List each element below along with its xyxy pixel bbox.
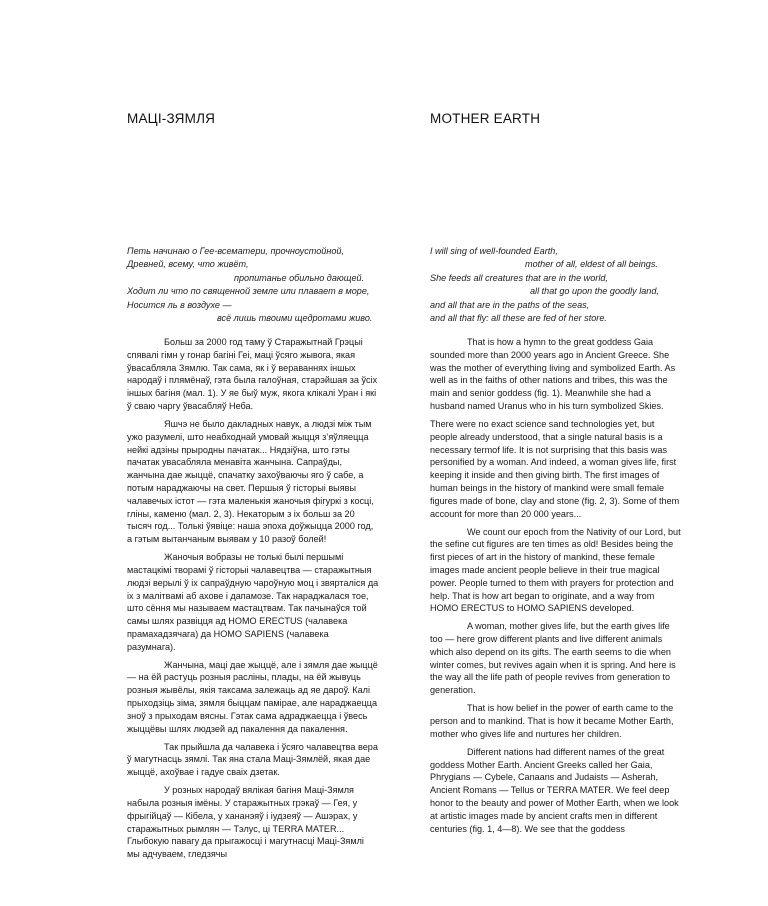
belarusian-body (127, 336, 379, 866)
poem-line: She feeds all creatures that are in the world, (430, 272, 608, 283)
paragraph: Больш за 2000 год таму ў Старажытнай Грэцыі спявалі гімн у гонар багіні Геі, маці ўсяго жывога, якая ўвасабляла Зямлю. Так сама, як і ў вераваннях іншых народаў і плямёнаў, гэта была галоўная, старэйшая за ўсіх іншых багіня (мал. 1). У яе быў муж, якога клікалі Уран і які ў сваю чаргу ўвасабляў Неба. (127, 337, 378, 411)
paragraph: We count our epoch from the Nativity of our Lord, but the sefine cut figures are ten times as old! Besides being the first pieces of art in the history of mankind, these female images made ancient people believe in their true magical power. People turned to them with prayers for protection and help. That is how art began to originate, and a way from HOMO ERECTUS to HOMO SAPIENS developed. (430, 526, 681, 614)
paragraph: A woman, mother gives life, but the earth gives life too — here grow different plants and live different animals which also depend on its gifts. The earth seems to die when winter comes, but revives again when it is spring. And here is the way all the life path of people revives from generation to generation. (430, 621, 676, 696)
poem-line: всё лишь твоими щедротами живо. (217, 313, 373, 324)
paragraph: Жаночыя вобразы не толькі былі першымі мастацкімі творамі ў гісторыі чалавецтва — старажытныя людзі верылі ў іх сапраўдную чароўную моц і звярталіся да іх з малітвамі аб ахове і дапамозе. Так нараджалася тое, што сёння мы называем мастацтвам. Так пачынаўся той самы шлях развіцця ад HOMO ERECTUS (чалавека прамахадзячага) да HOMO SAPIENS (чалавека разумнага). (127, 552, 379, 652)
english-poem (430, 245, 682, 325)
poem-line: Древней, всему, что живёт, (127, 259, 249, 270)
poem-line: Ходит ли что по священной земле или плавает в море, (127, 286, 370, 297)
english-body (430, 336, 682, 841)
paragraph: There were no exact science sand technologies yet, but people already understood, that a single natural basis is a necessary termof life. It is not surprising that this basis was personified by a woman. And indeed, a woman gives life, first keeping it inside and then giving birth. The first images of human beings in the history of mankind were small female figures made of bone, clay and stone (fig. 2, 3). Some of them account for more than 20 000 years... (430, 418, 680, 519)
poem-line: mother of all, eldest of all beings. (525, 259, 658, 270)
poem-line: and all that fly: all these are fed of her store. (430, 313, 607, 324)
paragraph: That is how belief in the power of earth came to the person and to mankind. That is how it became Mother Earth, mother who gives life and nurtures her children. (430, 703, 674, 739)
belarusian-poem (127, 245, 379, 325)
paragraph: Different nations had different names of the great goddess Mother Earth. Ancient Greeks called her Gaia, Phrygians — Cybele, Canaans and Judaists — Asherah, Ancient Romans — Tellus or TERRA MATER. We feel deep honor to the beauty and power of Mother Earth, when we look at artistic images made by ancient crafts men in different centuries (fig. 1, 4—8). We see that the goddess (430, 746, 679, 834)
paragraph: Так прыйшла да чалавека і ўсяго чалавецтва вера ў магутнасць зямлі. Так яна стала Маці-Зямлёй, якая дае жыццё, ахоўвае і гадуе сваіх дзетак. (127, 741, 378, 778)
poem-line: пропитанье обильно дающей. (234, 272, 365, 283)
english-title: MOTHER EARTH (430, 111, 541, 126)
poem-line: Петь начинаю о Гее-всематери, прочноустойной, (127, 246, 344, 256)
paragraph: Яшчэ не было дакладных навук, а людзі між тым ужо разумелі, што неабходнай умовай жыцця з’яўляецца нейкі адзіны прыродны пачатак... Нядзіўна, што гэты пачатак увасабляла менавіта жанчына. Сапраўды, жанчына дае жыццё, спачатку захоўваючы яго ў сабе, а потым нараджаючы на свет. Першыя ў гісторыі выявы чалавечых істот — гэта маленькія жаночыя фігуркі з косці, гліны, каменю (мал. 2, 3). Некаторым з іх больш за 20 тысяч год... Толькі ўявіце: наша эпоха доўжыцца 2000 год, а гэтым вытанчаным выявам у 10 разоў болей! (127, 418, 374, 545)
poem-line: all that go upon the goodly land, (530, 286, 659, 297)
poem-line: Носится ль в воздухе — (127, 299, 232, 310)
poem-line: and all that are in the paths of the seas, (430, 299, 590, 310)
belarusian-title: МАЦІ-ЗЯМЛЯ (127, 111, 216, 126)
paragraph: У розных народаў вялікая багіня Маці-Зямля набыла розныя імёны. У старажытных грэкаў — Гея, у фрыгійцаў — Кібела, у хананэяў і іудзеяў — Ашэрах, у старажытных рымлян — Тэлус, ці TERRA MATER... Глыбокую павагу да прыгажосці і магутнасці Маці-Зямлі мы адчуваем, гледзячы (127, 785, 364, 860)
paragraph: Жанчына, маці дае жыццё, але і зямля дае жыццё — на ёй растуць розныя расліны, плады, на ёй жывуць розныя жывёлы, якія таксама залежаць ад яе дароў. Калі прыходзіць зіма, зямля быццам паміраe, але нараджаецца зноў з прыходам вясны. Гэтак сама адраджаецца і ўвесь жыццёвы шлях людзей ад пакалення да пакалення. (127, 659, 378, 734)
poem-line: I will sing of well-founded Earth, (430, 246, 558, 256)
paragraph: That is how a hymn to the great goddess Gaia sounded more than 2000 years ago in Ancient Greece. She was the mother of everything living and symbolized Earth. As well as in the faiths of other nations and tribes, this was the main and senior goddess (fig. 1). Meanwhile she had a husband named Uranus who in his turn symbolized Skies. (430, 337, 676, 411)
